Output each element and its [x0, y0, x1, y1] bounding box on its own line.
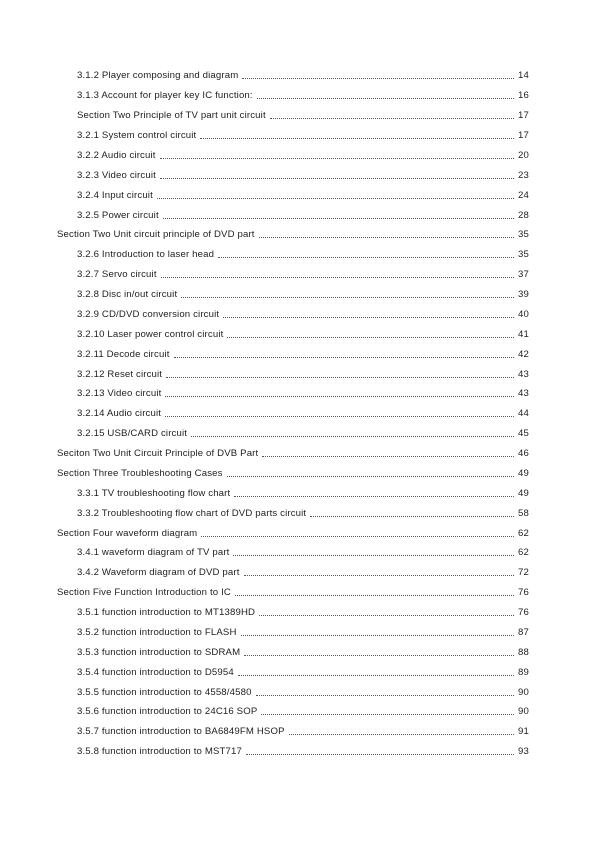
toc-entry[interactable]: [0, 225, 596, 245]
toc-entry-page-number: 72: [518, 567, 529, 579]
toc-entry-page-number: 89: [518, 666, 529, 678]
toc-entry-page-number: 58: [518, 507, 529, 519]
toc-entry[interactable]: [0, 503, 596, 523]
dot-leader: [201, 536, 514, 537]
toc-entry-page-number: 37: [518, 269, 529, 281]
toc-entry-title: 3.5.4 function introduction to D5954: [77, 667, 238, 678]
dot-leader: [238, 675, 514, 676]
toc-entry[interactable]: [0, 543, 596, 563]
dot-leader: [262, 456, 514, 457]
toc-entry[interactable]: [0, 722, 596, 742]
toc-entry-page-number: 14: [518, 70, 529, 82]
toc-entry-title: 3.2.11 Decode circuit: [77, 349, 174, 360]
toc-entry[interactable]: [0, 185, 596, 205]
toc-entry-title: 3.2.8 Disc in/out circuit: [77, 289, 181, 300]
toc-entry-title: Section Two Principle of TV part unit circuit: [77, 110, 270, 121]
toc-entry-title: 3.2.3 Video circuit: [77, 170, 160, 181]
toc-entry-title: 3.1.2 Player composing and diagram: [77, 70, 242, 81]
toc-entry[interactable]: [0, 404, 596, 424]
toc-entry[interactable]: [0, 464, 596, 484]
dot-leader: [256, 695, 514, 696]
toc-entry[interactable]: [0, 603, 596, 623]
dot-leader: [244, 655, 514, 656]
toc-entry[interactable]: [0, 285, 596, 305]
toc-entry-title: 3.5.8 function introduction to MST717: [77, 746, 246, 757]
toc-entry[interactable]: [0, 384, 596, 404]
toc-entry[interactable]: [0, 702, 596, 722]
dot-leader: [191, 436, 514, 437]
toc-entry-title: 3.3.1 TV troubleshooting flow chart: [77, 488, 234, 499]
toc-entry-title: 3.2.6 Introduction to laser head: [77, 249, 218, 260]
dot-leader: [257, 98, 514, 99]
toc-entry[interactable]: [0, 444, 596, 464]
toc-entry-title: 3.5.3 function introduction to SDRAM: [77, 647, 244, 658]
dot-leader: [259, 615, 514, 616]
dot-leader: [270, 118, 514, 119]
dot-leader: [160, 178, 514, 179]
dot-leader: [223, 317, 514, 318]
dot-leader: [157, 198, 514, 199]
toc-entry-title: 3.2.15 USB/CARD circuit: [77, 428, 191, 439]
dot-leader: [234, 496, 514, 497]
toc-entry[interactable]: [0, 364, 596, 384]
dot-leader: [259, 237, 514, 238]
toc-entry-title: 3.2.1 System control circuit: [77, 130, 200, 141]
toc-entry-page-number: 49: [518, 487, 529, 499]
dot-leader: [166, 377, 514, 378]
toc-entry[interactable]: [0, 642, 596, 662]
toc-entry-title: 3.2.9 CD/DVD conversion circuit: [77, 309, 223, 320]
toc-entry-page-number: 20: [518, 149, 529, 161]
toc-entry-page-number: 88: [518, 646, 529, 658]
toc-entry[interactable]: [0, 165, 596, 185]
toc-entry[interactable]: [0, 563, 596, 583]
toc-entry[interactable]: [0, 305, 596, 325]
toc-entry[interactable]: [0, 265, 596, 285]
toc-entry-page-number: 41: [518, 328, 529, 340]
toc-entry[interactable]: [0, 245, 596, 265]
toc-entry-title: Section Two Unit circuit principle of DVD part: [57, 229, 259, 240]
toc-entry-page-number: 62: [518, 547, 529, 559]
toc-entry-page-number: 93: [518, 746, 529, 758]
toc-entry-page-number: 49: [518, 467, 529, 479]
toc-entry-title: 3.4.2 Waveform diagram of DVD part: [77, 567, 244, 578]
dot-leader: [200, 138, 514, 139]
toc-entry-page-number: 45: [518, 428, 529, 440]
toc-entry-title: 3.2.7 Servo circuit: [77, 269, 161, 280]
toc-entry[interactable]: [0, 583, 596, 603]
toc-entry-page-number: 16: [518, 90, 529, 102]
toc-entry[interactable]: [0, 324, 596, 344]
toc-entry-page-number: 76: [518, 587, 529, 599]
dot-leader: [227, 476, 514, 477]
toc-entry-page-number: 43: [518, 388, 529, 400]
toc-entry-page-number: 35: [518, 229, 529, 241]
toc-entry-page-number: 40: [518, 308, 529, 320]
toc-entry-title: 3.1.3 Account for player key IC function:: [77, 90, 257, 101]
table-of-contents: [0, 66, 596, 762]
toc-entry-title: 3.5.7 function introduction to BA6849FM HSOP: [77, 726, 289, 737]
dot-leader: [218, 257, 514, 258]
toc-entry-title: 3.2.10 Laser power control circuit: [77, 329, 227, 340]
dot-leader: [227, 337, 514, 338]
toc-entry-title: Seciton Two Unit Circuit Principle of DVB Part: [57, 448, 262, 459]
dot-leader: [289, 734, 514, 735]
toc-entry[interactable]: [0, 106, 596, 126]
toc-entry-title: 3.2.14 Audio circuit: [77, 408, 165, 419]
toc-entry-page-number: 90: [518, 706, 529, 718]
toc-entry-page-number: 35: [518, 249, 529, 261]
toc-entry-page-number: 46: [518, 448, 529, 460]
toc-entry-title: Section Four waveform diagram: [57, 528, 201, 539]
toc-entry-title: 3.5.1 function introduction to MT1389HD: [77, 607, 259, 618]
toc-entry-title: 3.2.13 Video circuit: [77, 388, 165, 399]
toc-entry[interactable]: [0, 682, 596, 702]
toc-entry-page-number: 39: [518, 289, 529, 301]
toc-entry-title: 3.5.2 function introduction to FLASH: [77, 627, 241, 638]
toc-entry-page-number: 91: [518, 726, 529, 738]
dot-leader: [233, 555, 514, 556]
toc-entry-page-number: 62: [518, 527, 529, 539]
toc-entry[interactable]: [0, 205, 596, 225]
toc-entry-title: 3.2.4 Input circuit: [77, 190, 157, 201]
dot-leader: [165, 396, 514, 397]
toc-entry-title: 3.3.2 Troubleshooting flow chart of DVD parts circuit: [77, 508, 310, 519]
toc-entry[interactable]: [0, 146, 596, 166]
dot-leader: [246, 754, 514, 755]
dot-leader: [165, 416, 514, 417]
toc-entry[interactable]: [0, 483, 596, 503]
toc-entry-title: 3.2.5 Power circuit: [77, 210, 163, 221]
dot-leader: [174, 357, 514, 358]
toc-entry-page-number: 90: [518, 686, 529, 698]
toc-entry-title: 3.2.2 Audio circuit: [77, 150, 160, 161]
dot-leader: [261, 714, 514, 715]
toc-entry-title: 3.2.12 Reset circuit: [77, 369, 166, 380]
dot-leader: [181, 297, 514, 298]
toc-entry-page-number: 17: [518, 110, 529, 122]
toc-entry-title: 3.4.1 waveform diagram of TV part: [77, 547, 233, 558]
dot-leader: [244, 575, 514, 576]
toc-entry-page-number: 43: [518, 368, 529, 380]
toc-entry[interactable]: [0, 662, 596, 682]
toc-entry-page-number: 44: [518, 408, 529, 420]
toc-entry[interactable]: [0, 344, 596, 364]
dot-leader: [235, 595, 514, 596]
toc-entry-page-number: 87: [518, 626, 529, 638]
toc-entry-page-number: 17: [518, 130, 529, 142]
toc-entry-page-number: 23: [518, 169, 529, 181]
toc-entry[interactable]: [0, 742, 596, 762]
toc-entry[interactable]: [0, 424, 596, 444]
toc-entry-title: 3.5.5 function introduction to 4558/4580: [77, 687, 256, 698]
toc-entry[interactable]: [0, 66, 596, 86]
toc-entry-page-number: 28: [518, 209, 529, 221]
toc-entry-page-number: 42: [518, 348, 529, 360]
dot-leader: [241, 635, 514, 636]
toc-entry[interactable]: [0, 523, 596, 543]
dot-leader: [163, 218, 514, 219]
dot-leader: [160, 158, 514, 159]
toc-entry-page-number: 76: [518, 607, 529, 619]
toc-entry-title: 3.5.6 function introduction to 24C16 SOP: [77, 706, 261, 717]
dot-leader: [161, 277, 514, 278]
dot-leader: [242, 78, 514, 79]
toc-entry-title: Section Five Function Introduction to IC: [57, 587, 235, 598]
toc-entry[interactable]: [0, 623, 596, 643]
toc-entry-title: Section Three Troubleshooting Cases: [57, 468, 227, 479]
toc-entry-page-number: 24: [518, 189, 529, 201]
dot-leader: [310, 516, 514, 517]
toc-entry[interactable]: [0, 86, 596, 106]
toc-entry[interactable]: [0, 126, 596, 146]
